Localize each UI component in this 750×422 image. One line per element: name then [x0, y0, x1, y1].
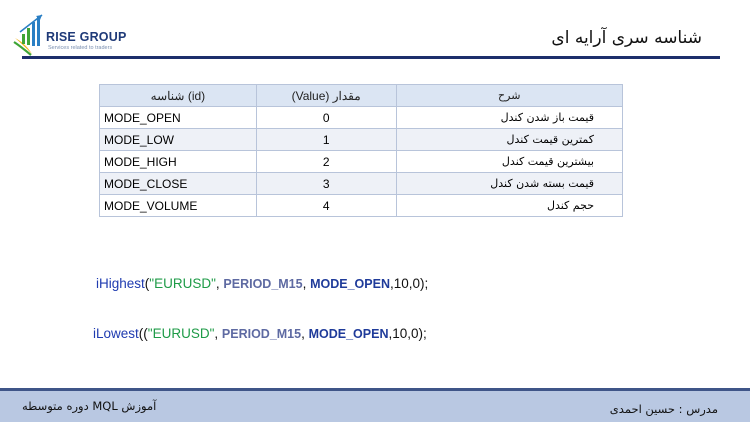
- separator: ,: [302, 276, 311, 291]
- table-row: [100, 151, 623, 173]
- mode-constant: MODE_OPEN: [310, 277, 390, 291]
- separator: ,: [215, 276, 224, 291]
- open-paren: (: [144, 276, 150, 291]
- series-id-table: [99, 84, 623, 217]
- table-row: [100, 107, 623, 129]
- mode-constant: MODE_OPEN: [308, 327, 389, 341]
- cell-id: MODE_LOW: [100, 129, 257, 151]
- symbol-string: "EURUSD": [147, 326, 215, 341]
- logo: [12, 12, 132, 58]
- footer-bar: [0, 391, 750, 422]
- cell-description: بیشترین قیمت کندل: [396, 151, 623, 173]
- table-row: [100, 173, 623, 195]
- cell-description: قیمت باز شدن کندل: [396, 107, 623, 129]
- cell-description: قیمت بسته شدن کندل: [396, 173, 623, 195]
- title-divider: [22, 56, 720, 59]
- cell-id: MODE_HIGH: [100, 151, 257, 173]
- cell-description: حجم کندل: [396, 195, 623, 217]
- cell-description: کمترین قیمت کندل: [396, 129, 623, 151]
- period-constant: PERIOD_M15: [223, 277, 303, 291]
- code-line-ihighest: [96, 276, 428, 291]
- instructor-label: مدرس : حسین احمدی: [609, 402, 718, 416]
- function-name: iLowest: [93, 326, 139, 341]
- table-row: [100, 195, 623, 217]
- function-name: iHighest: [96, 276, 145, 291]
- separator: ,: [301, 326, 309, 341]
- cell-value: 3: [256, 173, 396, 195]
- table-row: [100, 129, 623, 151]
- open-paren: ((: [138, 326, 148, 341]
- period-constant: PERIOD_M15: [221, 327, 302, 341]
- cell-value: 2: [256, 151, 396, 173]
- slide-title: شناسه سری آرایه ای: [551, 28, 702, 48]
- cell-id: MODE_CLOSE: [100, 173, 257, 195]
- cell-id: MODE_VOLUME: [100, 195, 257, 217]
- cell-id: MODE_OPEN: [100, 107, 257, 129]
- cell-value: 4: [256, 195, 396, 217]
- symbol-string: "EURUSD": [149, 276, 216, 291]
- header-id: شناسه (id): [100, 85, 257, 107]
- cell-value: 0: [256, 107, 396, 129]
- header-value: (Value) مقدار: [256, 85, 396, 107]
- separator: ,: [214, 326, 222, 341]
- code-line-ilowest: [93, 326, 427, 341]
- arguments-tail: ,10,0);: [390, 276, 429, 291]
- logo-tagline: Services related to traders: [48, 45, 113, 51]
- header-description: شرح: [396, 85, 623, 107]
- table-header-row: [100, 85, 623, 107]
- course-label: آموزش MQL دوره متوسطه: [22, 399, 157, 413]
- cell-value: 1: [256, 129, 396, 151]
- logo-name: RISE GROUP: [46, 30, 127, 44]
- arguments-tail: ,10,0);: [388, 326, 427, 341]
